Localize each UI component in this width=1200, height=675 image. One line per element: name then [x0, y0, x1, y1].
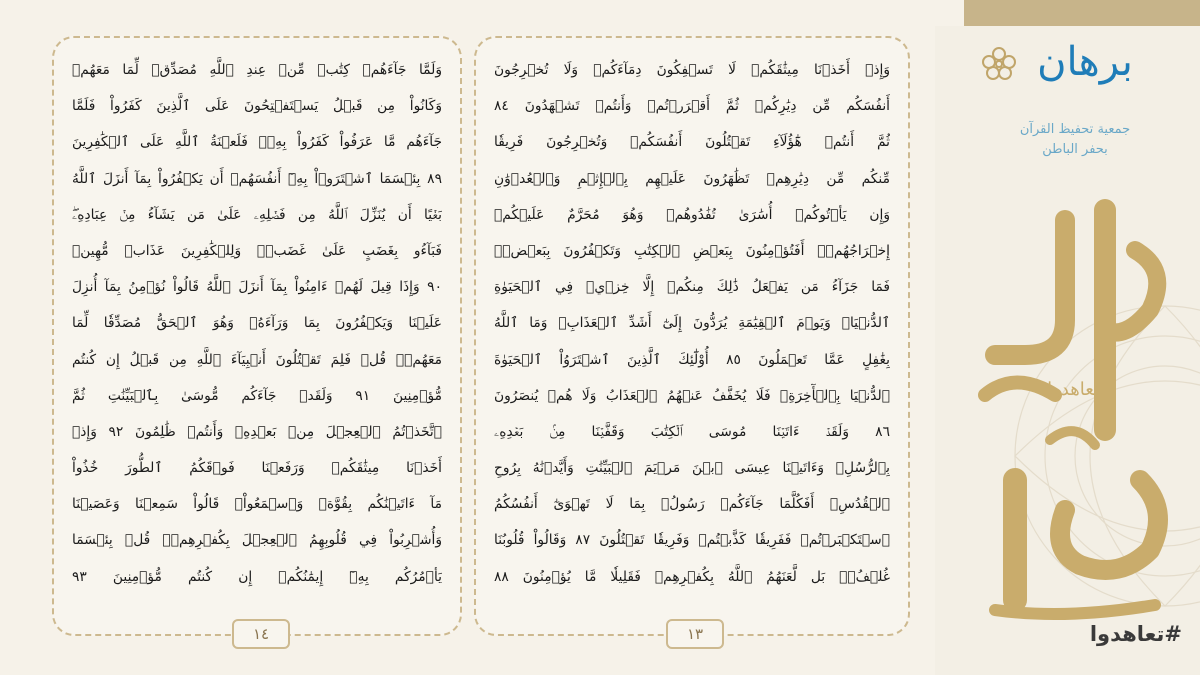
verse-line: بِغَٰفِلٍ عَمَّا تَعۡمَلُونَ ٨٥ أُوْلَٰٓئِكَ ٱلَّذِينَ ٱشۡتَرَوُاْ ٱلۡحَيَوٰةَ	[494, 351, 890, 368]
top-gold-bar	[964, 0, 1200, 26]
verse-line: وَإِن يَأۡتُوكُمۡ أُسَٰرَىٰ تُفَٰدُوهُمۡ وَهُوَ مُحَرَّمٌ عَلَيۡكُمۡ	[494, 206, 890, 223]
organization-location: بحفر الباطن	[1042, 142, 1108, 157]
verse-line: ٱلدُّنۡيَاۖ وَيَوۡمَ ٱلۡقِيَٰمَةِ يُرَدُّونَ إِلَىٰٓ أَشَدِّ ٱلۡعَذَابِۗ وَمَا ٱللَّهُ	[494, 315, 890, 332]
organization-logo	[975, 38, 1175, 163]
verse-line: ٩٠ وَإِذَا قِيلَ لَهُمۡ ءَامِنُواْ بِمَآ أَنزَلَ ٱللَّهُ قَالُواْ نُؤۡمِنُ بِمَآ أُنزِلَ	[72, 279, 442, 296]
page-lines-right	[494, 52, 890, 595]
verse-line: وَأُشۡرِبُواْ فِي قُلُوبِهِمُ ٱلۡعِجۡلَ بِكُفۡرِهِمۡۚ قُلۡ بِئۡسَمَا	[72, 532, 442, 549]
verse-line: مِّنكُم مِّن دِيَٰرِهِمۡ تَظَٰهَرُونَ عَلَيۡهِم بِٱلۡإِثۡمِ وَٱلۡعُدۡوَٰنِ	[494, 170, 890, 187]
verse-line: وَكَانُواْ مِن قَبۡلُ يَسۡتَفۡتِحُونَ عَلَى ٱلَّذِينَ كَفَرُواْ فَلَمَّا	[72, 98, 442, 115]
verse-line: ٱلدُّنۡيَا بِٱلۡأٓخِرَةِۖ فَلَا يُخَفَّفُ عَنۡهُمُ ٱلۡعَذَابُ وَلَا هُمۡ يُنصَرُونَ	[494, 387, 890, 404]
calligraphy-text: تعاهدوا	[1047, 379, 1099, 400]
mushaf-page-left	[52, 36, 462, 643]
page-lines-left	[72, 52, 442, 595]
verse-line: إِخۡرَاجُهُمۡۚ أَفَتُؤۡمِنُونَ بِبَعۡضِ ٱلۡكِتَٰبِ وَتَكۡفُرُونَ بِبَعۡضٖۚ	[494, 242, 890, 259]
verse-line: فَمَا جَزَآءُ مَن يَفۡعَلُ ذَٰلِكَ مِنكُمۡ إِلَّا خِزۡيٞ فِي ٱلۡحَيَوٰةِ	[494, 279, 890, 296]
organization-name: جمعية تحفيظ القرآن	[1019, 122, 1131, 137]
verse-line: بَغۡيًا أَن يُنَزِّلَ ٱللَّهُ مِن فَضۡلِهِۦ عَلَىٰ مَن يَشَآءُ مِنۡ عِبَادِهِۦۖ	[72, 206, 442, 223]
verse-line: جَآءَهُم مَّا عَرَفُواْ كَفَرُواْ بِهِۦۚ فَلَعۡنَةُ ٱللَّهِ عَلَى ٱلۡكَٰفِرِينَ	[72, 134, 442, 151]
verse-line: مَعَهُمۡۗ قُلۡ فَلِمَ تَقۡتُلُونَ أَنۢبِيَآءَ ٱللَّهِ مِن قَبۡلُ إِن كُنتُم	[72, 351, 442, 368]
logo-wordmark: برهان	[1037, 39, 1133, 85]
verse-line: غُلۡفُۢۚ بَل لَّعَنَهُمُ ٱللَّهُ بِكُفۡرِهِمۡ فَقَلِيلٗا مَّا يُؤۡمِنُونَ ٨٨	[494, 568, 890, 585]
flower-logo-icon	[975, 40, 1023, 100]
verse-line: ثُمَّ أَنتُمۡ هَٰٓؤُلَآءِ تَقۡتُلُونَ أَنفُسَكُمۡ وَتُخۡرِجُونَ فَرِيقٗا	[494, 134, 890, 151]
hashtag-label: #تعاهدوا	[1089, 622, 1182, 646]
calligraphy-title	[955, 180, 1185, 620]
verse-line: مُّؤۡمِنِينَ ٩١ وَلَقَدۡ جَآءَكُم مُّوسَىٰ بِٱلۡبَيِّنَٰتِ ثُمَّ	[72, 387, 442, 404]
verse-line: ٱسۡتَكۡبَرۡتُمۡ فَفَرِيقٗا كَذَّبۡتُمۡ وَفَرِيقٗا تَقۡتُلُونَ ٨٧ وَقَالُواْ قُلُوبُنَا	[494, 532, 890, 549]
mushaf-page-right	[474, 36, 910, 643]
verse-line: عَلَيۡنَا وَيَكۡفُرُونَ بِمَا وَرَآءَهُۥ وَهُوَ ٱلۡحَقُّ مُصَدِّقٗا لِّمَا	[72, 315, 442, 332]
verse-line: أَخَذۡنَا مِيثَٰقَكُمۡ وَرَفَعۡنَا فَوۡقَكُمُ ٱلطُّورَ خُذُواْ	[72, 460, 442, 477]
verse-line: فَبَآءُو بِغَضَبٍ عَلَىٰ غَضَبٖۚ وَلِلۡكَٰفِرِينَ عَذَابٞ مُّهِينٞ	[72, 242, 442, 259]
verse-line: ٨٦ وَلَقَدۡ ءَاتَيۡنَا مُوسَى ٱلۡكِتَٰبَ وَقَفَّيۡنَا مِنۢ بَعۡدِهِۦ	[494, 423, 890, 440]
verse-line: ٨٩ بِئۡسَمَا ٱشۡتَرَوۡاْ بِهِۦٓ أَنفُسَهُمۡ أَن يَكۡفُرُواْ بِمَآ أَنزَلَ ٱللَّهُ	[72, 170, 442, 187]
verse-line: أَنفُسَكُم مِّن دِيَٰرِكُمۡ ثُمَّ أَقۡرَرۡتُمۡ وَأَنتُمۡ تَشۡهَدُونَ ٨٤	[494, 98, 890, 115]
verse-line: وَلَمَّا جَآءَهُمۡ كِتَٰبٞ مِّنۡ عِندِ ٱللَّهِ مُصَدِّقٞ لِّمَا مَعَهُمۡ	[72, 62, 442, 78]
verse-line: وَإِذۡ أَخَذۡنَا مِيثَٰقَكُمۡ لَا تَسۡفِكُونَ دِمَآءَكُمۡ وَلَا تُخۡرِجُونَ	[494, 62, 890, 78]
verse-line: بِٱلرُّسُلِۖ وَءَاتَيۡنَا عِيسَى ٱبۡنَ مَرۡيَمَ ٱلۡبَيِّنَٰتِ وَأَيَّدۡنَٰهُ بِرُوحِ	[494, 460, 890, 477]
verse-line: ٱتَّخَذۡتُمُ ٱلۡعِجۡلَ مِنۢ بَعۡدِهِۦ وَأَنتُمۡ ظَٰلِمُونَ ٩٢ وَإِذۡ	[72, 423, 442, 440]
verse-line: ٱلۡقُدُسِۗ أَفَكُلَّمَا جَآءَكُمۡ رَسُولُۢ بِمَا لَا تَهۡوَىٰٓ أَنفُسُكُمُ	[494, 496, 890, 513]
page-number-left: ١٤	[232, 619, 290, 649]
page-number-right: ١٣	[666, 619, 724, 649]
verse-line: يَأۡمُرُكُم بِهِۦٓ إِيمَٰنُكُمۡ إِن كُنتُم مُّؤۡمِنِينَ ٩٣	[72, 568, 442, 585]
verse-line: مَآ ءَاتَيۡنَٰكُم بِقُوَّةٖ وَٱسۡمَعُواْۖ قَالُواْ سَمِعۡنَا وَعَصَيۡنَا	[72, 496, 442, 513]
